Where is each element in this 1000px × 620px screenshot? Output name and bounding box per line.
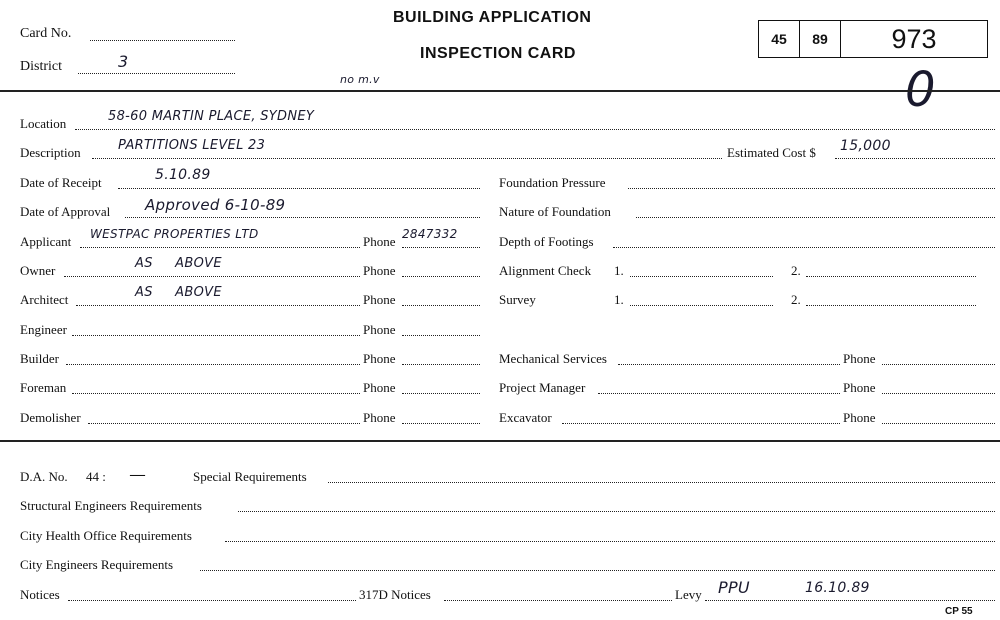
project-manager-phone-label: Phone	[843, 380, 876, 395]
card-code-box-2: 89	[799, 20, 841, 58]
survey-label: Survey	[499, 292, 536, 307]
date-approval-line[interactable]	[125, 217, 480, 218]
location-label: Location	[20, 116, 67, 131]
builder-phone-label: Phone	[363, 351, 396, 366]
levy-label: Levy	[675, 587, 702, 602]
form-title-line1: BUILDING APPLICATION	[393, 9, 592, 26]
engineer-phone-line[interactable]	[402, 335, 480, 336]
alignment-check-line-2[interactable]	[806, 276, 976, 277]
owner-value: AS ABOVE	[135, 256, 222, 271]
date-approval-label: Date of Approval	[20, 204, 111, 219]
alignment-check-line-1[interactable]	[630, 276, 773, 277]
builder-phone-line[interactable]	[402, 364, 480, 365]
card-number-box: 973	[840, 20, 988, 58]
engineer-label: Engineer	[20, 322, 67, 337]
applicant-label: Applicant	[20, 234, 72, 249]
district-value: 3	[118, 52, 129, 71]
health-requirements-label: City Health Office Requirements	[20, 528, 192, 543]
description-label: Description	[20, 145, 81, 160]
project-manager-phone-line[interactable]	[882, 393, 995, 394]
survey-line-2[interactable]	[806, 305, 976, 306]
depth-footings-label: Depth of Footings	[499, 234, 594, 249]
excavator-phone-line[interactable]	[882, 423, 995, 424]
notices-line[interactable]	[68, 600, 356, 601]
foreman-line[interactable]	[72, 393, 360, 394]
excavator-label: Excavator	[499, 410, 552, 425]
location-value: 58-60 MARTIN PLACE, SYDNEY	[108, 109, 315, 124]
district-label: District	[20, 59, 62, 74]
foundation-pressure-label: Foundation Pressure	[499, 175, 606, 190]
builder-label: Builder	[20, 351, 59, 366]
applicant-value: WESTPAC PROPERTIES LTD	[90, 227, 259, 241]
applicant-phone-value: 2847332	[402, 227, 458, 241]
foreman-phone-line[interactable]	[402, 393, 480, 394]
card-no-label: Card No.	[20, 26, 72, 41]
alignment-num-2: 2.	[791, 263, 801, 278]
demolisher-label: Demolisher	[20, 410, 81, 425]
location-line[interactable]	[75, 129, 995, 130]
project-manager-line[interactable]	[598, 393, 840, 394]
engineer-phone-label: Phone	[363, 322, 396, 337]
excavator-phone-label: Phone	[843, 410, 876, 425]
mechanical-line[interactable]	[618, 364, 840, 365]
survey-line-1[interactable]	[630, 305, 773, 306]
builder-line[interactable]	[66, 364, 360, 365]
architect-phone-label: Phone	[363, 292, 396, 307]
nature-foundation-line[interactable]	[636, 217, 995, 218]
foreman-label: Foreman	[20, 380, 67, 395]
foundation-pressure-line[interactable]	[628, 188, 995, 189]
alignment-num-1: 1.	[614, 263, 624, 278]
levy-line[interactable]	[705, 600, 995, 601]
applicant-line[interactable]	[80, 247, 360, 248]
estimated-cost-value: 15,000	[840, 138, 891, 154]
owner-line[interactable]	[64, 276, 360, 277]
foreman-phone-label: Phone	[363, 380, 396, 395]
estimated-cost-label: Estimated Cost $	[727, 145, 816, 160]
health-requirements-line[interactable]	[225, 541, 995, 542]
date-receipt-value: 5.10.89	[155, 167, 211, 183]
owner-phone-label: Phone	[363, 263, 396, 278]
owner-phone-line[interactable]	[402, 276, 480, 277]
levy-date: 16.10.89	[805, 580, 870, 596]
demolisher-phone-label: Phone	[363, 410, 396, 425]
structural-requirements-label: Structural Engineers Requirements	[20, 498, 202, 513]
special-requirements-line[interactable]	[328, 482, 995, 483]
applicant-phone-line[interactable]	[402, 247, 480, 248]
district-line[interactable]	[78, 73, 235, 74]
date-approval-value: Approved 6-10-89	[145, 196, 286, 214]
date-receipt-label: Date of Receipt	[20, 175, 102, 190]
form-title-line2: INSPECTION CARD	[420, 45, 576, 62]
project-manager-label: Project Manager	[499, 380, 586, 395]
district-note: no m.v	[340, 73, 380, 86]
alignment-check-label: Alignment Check	[499, 263, 592, 278]
mechanical-phone-line[interactable]	[882, 364, 995, 365]
owner-label: Owner	[20, 263, 56, 278]
architect-line[interactable]	[76, 305, 360, 306]
engineers-requirements-label: City Engineers Requirements	[20, 557, 174, 572]
notices-label: Notices	[20, 587, 60, 602]
da-no-label: D.A. No.	[20, 469, 68, 484]
description-line[interactable]	[92, 158, 722, 159]
architect-phone-line[interactable]	[402, 305, 480, 306]
notices-317d-line[interactable]	[444, 600, 672, 601]
mechanical-phone-label: Phone	[843, 351, 876, 366]
stamp-mark: 0	[905, 62, 936, 118]
depth-footings-line[interactable]	[613, 247, 995, 248]
estimated-cost-line[interactable]	[835, 158, 995, 159]
engineers-requirements-line[interactable]	[200, 570, 995, 571]
notices-317d-label: 317D Notices	[359, 587, 431, 602]
survey-num-1: 1.	[614, 292, 624, 307]
engineer-line[interactable]	[72, 335, 360, 336]
architect-value: AS ABOVE	[135, 285, 222, 300]
middle-rule	[0, 440, 1000, 442]
description-value: PARTITIONS LEVEL 23	[118, 138, 266, 153]
survey-num-2: 2.	[791, 292, 801, 307]
da-dash: —	[130, 467, 145, 483]
excavator-line[interactable]	[562, 423, 840, 424]
nature-foundation-label: Nature of Foundation	[499, 204, 611, 219]
special-requirements-label: Special Requirements	[193, 469, 307, 484]
form-code: CP 55	[945, 606, 973, 617]
demolisher-line[interactable]	[88, 423, 360, 424]
levy-value: PPU	[718, 578, 750, 597]
structural-requirements-line[interactable]	[238, 511, 995, 512]
demolisher-phone-line[interactable]	[402, 423, 480, 424]
mechanical-label: Mechanical Services	[499, 351, 607, 366]
architect-label: Architect	[20, 292, 69, 307]
top-rule	[0, 90, 1000, 92]
da-no-value: 44 :	[86, 469, 106, 484]
card-code-box-1: 45	[758, 20, 800, 58]
date-receipt-line[interactable]	[118, 188, 480, 189]
card-no-line[interactable]	[90, 40, 235, 41]
applicant-phone-label: Phone	[363, 234, 396, 249]
